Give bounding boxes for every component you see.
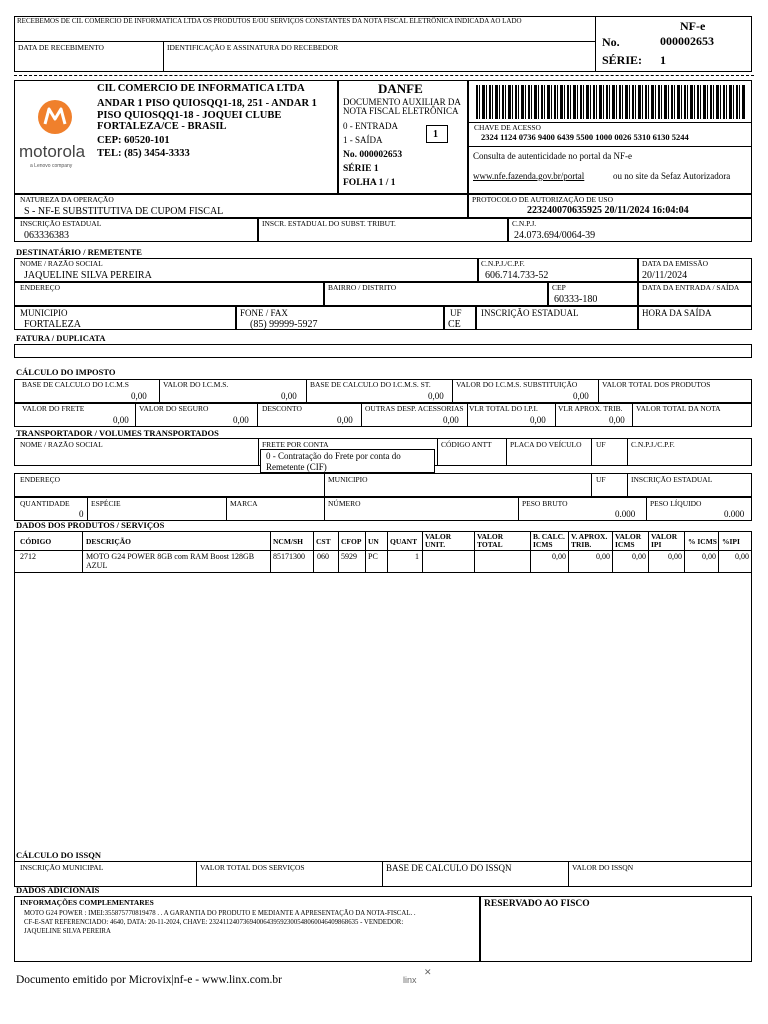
issqn-valor-label: VALOR DO ISSQN (572, 863, 634, 872)
icms-subst-value: 0,00 (573, 391, 589, 401)
cnpj-label: C.N.P.J. (512, 219, 537, 228)
natureza-label: NATUREZA DA OPERAÇÃO (20, 195, 114, 204)
td-vaprox: 0,00 (596, 552, 610, 561)
logo-sub: a Lenovo company (30, 163, 73, 169)
identificacao-label: IDENTIFICAÇÃO E ASSINATURA DO RECEBEDOR (167, 43, 339, 52)
protocolo-label: PROTOCOLO DE AUTORIZAÇÃO DE USO (472, 195, 613, 204)
fatura-secao: FATURA / DUPLICATA (16, 333, 106, 343)
icms-st-base-value: 0,00 (428, 391, 444, 401)
aprox-trib-value: 0,00 (609, 415, 625, 425)
desconto-label: DESCONTO (262, 404, 302, 413)
transp-uf-label: UF (596, 440, 606, 449)
th-descricao: DESCRIÇÃO (86, 537, 132, 546)
info-label: INFORMAÇÕES COMPLEMENTARES (20, 898, 154, 907)
th-ncm: NCM/SH (273, 537, 303, 546)
td-codigo: 2712 (20, 552, 36, 561)
td-pipi: 0,00 (735, 552, 749, 561)
dest-municipio: FORTALEZA (24, 319, 81, 330)
danfe-serie: SÉRIE 1 (343, 164, 379, 174)
transp-endereco-label: ENDEREÇO (20, 475, 60, 484)
th-quant: QUANT (390, 537, 418, 546)
dest-nome: JAQUELINE SILVA PEREIRA (24, 270, 152, 281)
frete-value: 0,00 (113, 415, 129, 425)
dest-ie-label: INSCRIÇÃO ESTADUAL (481, 308, 579, 318)
td-vicms: 0,00 (632, 552, 646, 561)
issqn-secao: CÁLCULO DO ISSQN (16, 850, 102, 860)
dest-fone: (85) 99999-5927 (250, 319, 318, 330)
transp-peso-bruto: 0.000 (615, 509, 636, 519)
dest-cpf: 606.714.733-52 (485, 270, 549, 281)
transp-frete-label: FRETE POR CONTA (262, 440, 329, 449)
danfe-tipo: 1 (433, 129, 438, 140)
transp-placa-label: PLACA DO VEÍCULO (510, 440, 582, 449)
danfe-subtitulo2: NOTA FISCAL ELETRÔNICA (343, 106, 459, 116)
td-cst: 060 (317, 552, 329, 561)
dest-hora-label: HORA DA SAÍDA (642, 308, 712, 318)
cnpj-value: 24.073.694/0064-39 (514, 230, 596, 241)
td-un: PC (368, 552, 378, 561)
desconto-value: 0,00 (337, 415, 353, 425)
consulta2: ou no site da Sefaz Autorizadora (613, 171, 731, 181)
consulta1: Consulta de autenticidade no portal da NF-e (473, 151, 632, 161)
ie-label: INSCRIÇÃO ESTADUAL (20, 219, 102, 228)
td-descricao: MOTO G24 POWER 8GB com RAM Boost 128GB AZUL (86, 552, 255, 570)
emitente-cep: CEP: 60520-101 (97, 135, 170, 146)
dest-entrada-label: DATA DA ENTRADA / SAÍDA (642, 283, 740, 292)
rodape-texto: Documento emitido por Microvix|nf-e - www.linx.com.br (16, 974, 282, 986)
th-picms: % ICMS (688, 537, 717, 546)
transp-frete: 0 - Contratação do Frete por conta do Remetente (CIF) (266, 451, 401, 472)
canhoto-no-value: 000002653 (660, 34, 714, 48)
transp-peso-liquido-label: PESO LÍQUIDO (650, 499, 702, 508)
danfe-no: No. 000002653 (343, 150, 403, 160)
seguro-label: VALOR DO SEGURO (139, 404, 209, 413)
produtos-secao: DADOS DOS PRODUTOS / SERVIÇOS (16, 520, 165, 530)
transp-peso-liquido: 0.000 (724, 509, 745, 519)
th-vipi: VALOR IPI (651, 532, 678, 549)
imposto-secao: CÁLCULO DO IMPOSTO (16, 367, 116, 377)
ie-st-label: INSCR. ESTADUAL DO SUBST. TRIBUT. (262, 219, 396, 228)
total-produtos-label: VALOR TOTAL DOS PRODUTOS (602, 380, 711, 389)
canhoto-serie-value: 1 (660, 53, 666, 67)
dest-uf-label: UF (450, 308, 462, 318)
info-line1: MOTO G24 POWER : IMEI:355875770819478 . . A GARANTIA DO PRODUTO E MEDIANTE A APRESENTAÇÃO DA NOTA-FISCAL. . (24, 910, 416, 917)
dest-municipio-label: MUNICIPIO (20, 308, 68, 318)
canhoto-nfe-label: NF-e (680, 19, 706, 33)
outras-desp-label: OUTRAS DESP. ACESSORIAS (365, 404, 464, 413)
danfe-saida: 1 - SAÍDA (343, 135, 383, 145)
transp-numero-label: NÚMERO (328, 499, 361, 508)
linx-mark-icon: ✕ (424, 968, 432, 978)
dest-emissao-label: DATA DA EMISSÃO (642, 259, 709, 268)
td-ncm: 85171300 (273, 552, 305, 561)
th-vicms: VALOR ICMS (615, 532, 642, 549)
emitente-endereco2: PISO QUIOSQQ1-18 - JOQUEI CLUBE (97, 110, 282, 121)
danfe-entrada: 0 - ENTRADA (343, 121, 398, 131)
dest-fone-label: FONE / FAX (240, 308, 288, 318)
td-vipi: 0,00 (668, 552, 682, 561)
th-cst: CST (316, 537, 331, 546)
dest-cep-label: CEP (552, 283, 566, 292)
natureza-value: S - NF-E SUBSTITUTIVA DE CUPOM FISCAL (24, 206, 224, 217)
consulta-link[interactable]: www.nfe.fazenda.gov.br/portal (473, 171, 585, 181)
transp-municipio-label: MUNICIPIO (328, 475, 368, 484)
transp-uf2-label: UF (596, 475, 606, 484)
logo-text: motorola (19, 142, 86, 161)
th-cfop: CFOP (341, 537, 362, 546)
th-vtotal: VALOR TOTAL (477, 532, 504, 549)
td-quant: 1 (415, 552, 419, 561)
transp-nome-label: NOME / RAZÃO SOCIAL (20, 440, 103, 449)
dest-cep: 60333-180 (554, 294, 598, 305)
transp-quantidade: 0 (79, 509, 84, 519)
dest-emissao: 20/11/2024 (642, 270, 688, 281)
chave-valor: 2324 1124 0736 9400 6439 5500 1000 0026 5310 6130 5244 (481, 132, 689, 142)
info-line3: JAQUELINE SILVA PEREIRA (24, 928, 111, 935)
icms-valor-label: VALOR DO I.C.M.S. (163, 380, 229, 389)
issqn-im-label: INSCRIÇÃO MUNICIPAL (20, 863, 104, 872)
th-vaprox: V. APROX. TRIB. (571, 532, 608, 549)
issqn-box (14, 861, 752, 887)
dest-endereco-label: ENDEREÇO (20, 283, 60, 292)
total-nota-label: VALOR TOTAL DA NOTA (636, 404, 721, 413)
th-bcalc: B. CALC. ICMS (533, 532, 565, 549)
th-un: UN (368, 537, 379, 546)
issqn-vts-label: VALOR TOTAL DOS SERVIÇOS (200, 863, 305, 872)
icms-st-base-label: BASE DE CALCULO DO I.C.M.S. ST. (310, 380, 431, 389)
transp-row3-box (14, 497, 752, 521)
danfe-titulo: DANFE (378, 81, 423, 96)
info-line2: CF-E-SAT REFERENCIADO: 4640, DATA: 20-11-2024, CHAVE: 23241124073694006439592300548060046409868635 - VENDEDOR: (24, 919, 404, 926)
td-cfop: 5929 (341, 552, 357, 561)
aprox-trib-label: VLR APROX. TRIB. (558, 404, 623, 413)
barcode (476, 85, 746, 119)
adicionais-secao: DADOS ADICIONAIS (16, 885, 100, 895)
icms-base-label: BASE DE CALCULO DO I.C.M.S (22, 380, 129, 389)
ie-value: 063336383 (24, 230, 69, 241)
emitente-endereco1: ANDAR 1 PISO QUIOSQQ1-18, 251 - ANDAR 1 (97, 98, 317, 109)
fatura-box (14, 344, 752, 358)
dest-bairro-label: BAIRRO / DISTRITO (328, 283, 397, 292)
transp-marca-label: MARCA (230, 499, 258, 508)
dest-nome-label: NOME / RAZÃO SOCIAL (20, 259, 103, 268)
transp-cnpj-label: C.N.P.J./C.P.F. (631, 440, 675, 449)
th-pipi: %IPI (722, 537, 740, 546)
icms-valor-value: 0,00 (281, 391, 297, 401)
fisco-label: RESERVADO AO FISCO (484, 899, 590, 909)
emitente-nome: CIL COMERCIO DE INFORMATICA LTDA (97, 83, 305, 94)
data-recebimento-label: DATA DE RECEBIMENTO (18, 43, 104, 52)
emitente-tel: TEL: (85) 3454-3333 (97, 148, 190, 159)
seguro-value: 0,00 (233, 415, 249, 425)
issqn-base-label: BASE DE CALCULO DO ISSQN (386, 863, 512, 873)
ipi-total-value: 0,00 (530, 415, 546, 425)
td-bcalc: 0,00 (552, 552, 566, 561)
transp-quantidade-label: QUANTIDADE (20, 499, 70, 508)
canhoto-serie-label: SÉRIE: (602, 53, 643, 67)
frete-label: VALOR DO FRETE (22, 404, 85, 413)
dest-endereco-box (14, 282, 324, 306)
icms-base-value: 0,00 (131, 391, 147, 401)
ipi-total-label: VLR TOTAL DO I.P.I. (469, 404, 538, 413)
transp-ie-label: INSCRIÇÃO ESTADUAL (631, 475, 713, 484)
destinatario-secao: DESTINATÁRIO / REMETENTE (16, 247, 142, 257)
th-vunit: VALOR UNIT. (425, 532, 452, 549)
dest-cpf-label: C.N.P.J./C.P.F. (481, 259, 525, 268)
motorola-logo-icon (38, 100, 72, 134)
protocolo-value: 223240070635925 20/11/2024 16:04:04 (527, 205, 689, 216)
dest-uf: CE (448, 319, 461, 330)
outras-desp-value: 0,00 (443, 415, 459, 425)
canhoto-texto: RECEBEMOS DE CIL COMERCIO DE INFORMATICA LTDA OS PRODUTOS E/OU SERVIÇOS CONSTANTES DA NOTA FISCAL ELETRÔNICA INDICADA AO LADO (17, 17, 522, 25)
canhoto-no-label: No. (602, 35, 620, 49)
emitente-cidade: FORTALEZA/CE - BRASIL (97, 121, 227, 132)
th-codigo: CÓDIGO (20, 537, 52, 546)
transp-peso-bruto-label: PESO BRUTO (522, 499, 568, 508)
transportador-secao: TRANSPORTADOR / VOLUMES TRANSPORTADOS (16, 428, 219, 438)
produtos-table (14, 531, 752, 872)
transp-especie-label: ESPÉCIE (91, 499, 121, 508)
chave-label: CHAVE DE ACESSO (474, 123, 541, 132)
linx-logo: linx (403, 975, 417, 985)
td-picms: 0,00 (702, 552, 716, 561)
cut-line (14, 75, 754, 76)
transp-antt-label: CÓDIGO ANTT (441, 440, 492, 449)
icms-subst-label: VALOR DO I.C.M.S. SUBSTITUIÇÃO (456, 380, 578, 389)
danfe-folha: FOLHA 1 / 1 (343, 178, 396, 188)
danfe-subtitulo1: DOCUMENTO AUXILIAR DA (343, 97, 461, 107)
